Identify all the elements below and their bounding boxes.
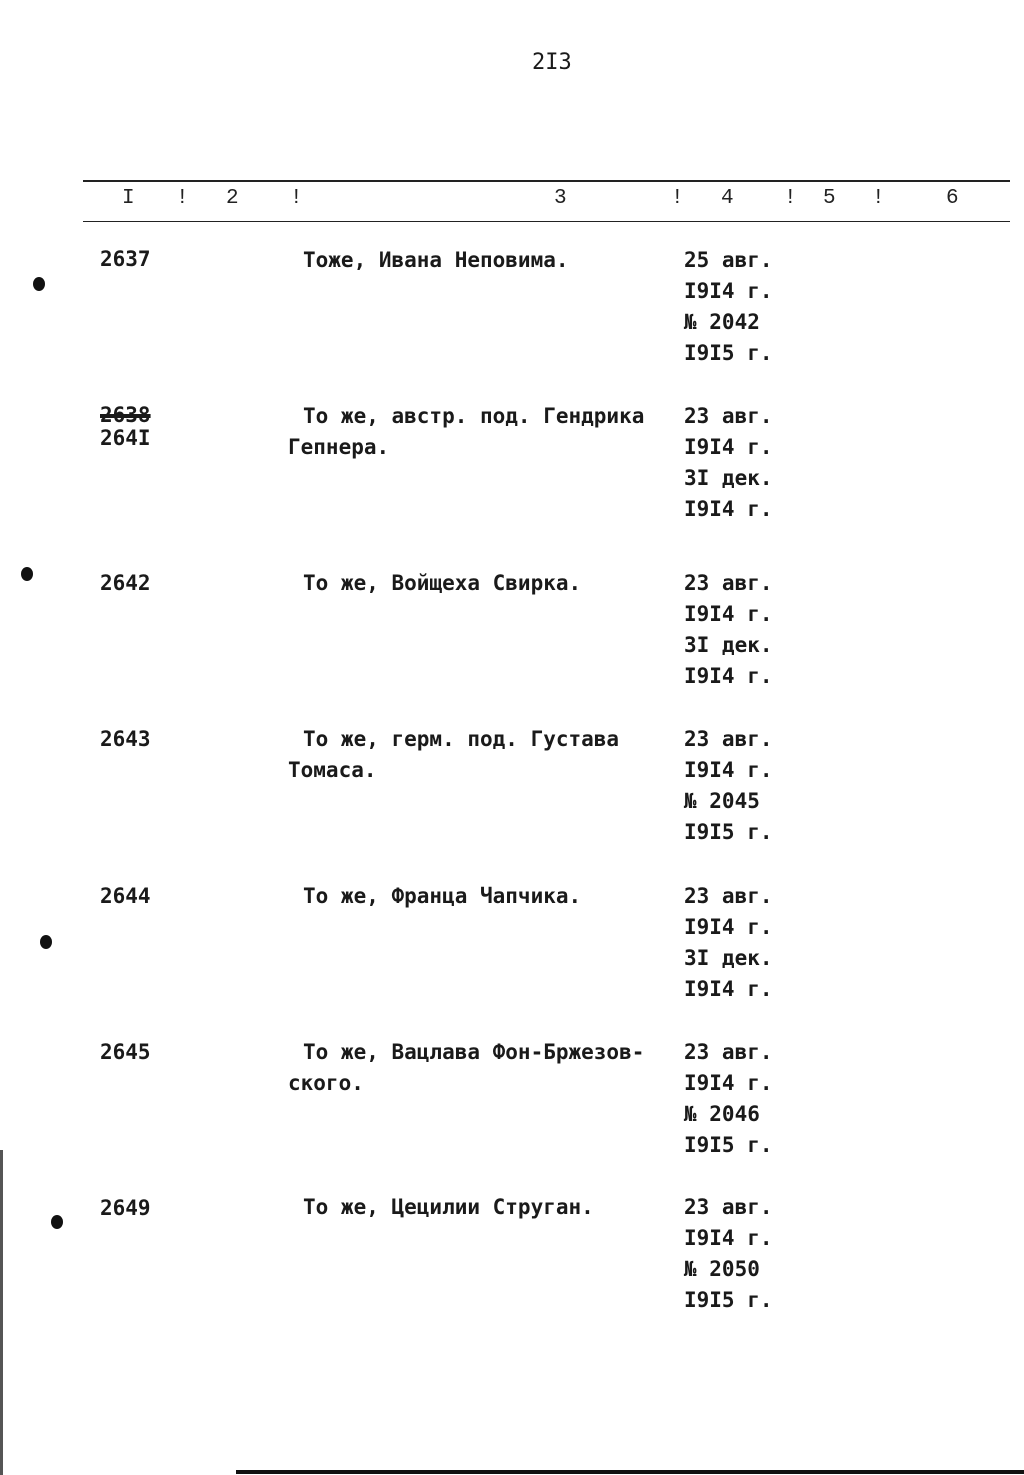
description-line: То же, Цецилии Струган.	[303, 1195, 594, 1219]
description-line: Томаса.	[288, 758, 377, 782]
entry-description	[288, 245, 660, 276]
page-edge	[236, 1470, 1024, 1474]
date-line: 23 авг.	[684, 1040, 773, 1064]
date-line: 23 авг.	[684, 571, 773, 595]
date-line: 3I дек.	[684, 633, 773, 657]
date-line: I9I5 г.	[684, 1288, 773, 1312]
entry-description	[288, 1192, 660, 1223]
punch-hole	[51, 1215, 63, 1229]
entry-dates	[684, 724, 773, 848]
date-line: I9I4 г.	[684, 497, 773, 521]
date-line: I9I4 г.	[684, 1226, 773, 1250]
entry-number-value: 2643	[100, 727, 151, 751]
description-line: То же, австр. под. Гендрика	[303, 404, 645, 428]
entry-number	[100, 1040, 151, 1064]
date-line: I9I4 г.	[684, 602, 773, 626]
date-line: 23 авг.	[684, 727, 773, 751]
description-line: Гепнера.	[288, 435, 390, 459]
date-line: 25 авг.	[684, 248, 773, 272]
entry-number-value: 2645	[100, 1040, 151, 1064]
entry-description	[288, 401, 660, 463]
column-header-5: 5	[823, 187, 836, 210]
entry-number-value: 2644	[100, 884, 151, 908]
date-line: № 2042	[684, 310, 760, 334]
date-line: 3I дек.	[684, 466, 773, 490]
entry-dates	[684, 1192, 773, 1316]
page-number: 2I3	[532, 50, 572, 75]
date-line: I9I4 г.	[684, 664, 773, 688]
column-separator: !	[872, 187, 885, 210]
description-line: ского.	[288, 1071, 364, 1095]
column-separator: !	[784, 187, 797, 210]
date-line: 3I дек.	[684, 946, 773, 970]
entry-number-value: 264I	[100, 426, 151, 450]
date-line: I9I5 г.	[684, 820, 773, 844]
entry-number-value: 2642	[100, 571, 151, 595]
entry-number	[100, 1196, 151, 1220]
date-line: I9I4 г.	[684, 915, 773, 939]
entry-description	[288, 1037, 660, 1099]
date-line: № 2050	[684, 1257, 760, 1281]
date-line: I9I4 г.	[684, 1071, 773, 1095]
date-line: № 2045	[684, 789, 760, 813]
date-line: I9I5 г.	[684, 1133, 773, 1157]
description-line: Тоже, Ивана Неповима.	[303, 248, 569, 272]
entry-number	[100, 404, 151, 450]
entry-number	[100, 727, 151, 751]
date-line: 23 авг.	[684, 1195, 773, 1219]
entry-number-value: 2637	[100, 247, 151, 271]
table-header-rule	[83, 221, 1010, 222]
description-line: То же, Войщеха Свирка.	[303, 571, 582, 595]
entry-description	[288, 724, 660, 786]
entry-number-value: 2649	[100, 1196, 151, 1220]
page-edge	[0, 1150, 3, 1475]
punch-hole	[21, 567, 33, 581]
entry-description	[288, 568, 660, 599]
column-header-1: I	[122, 187, 135, 210]
table-top-rule	[83, 180, 1010, 182]
column-separator: !	[290, 187, 303, 210]
punch-hole	[33, 277, 45, 291]
date-line: I9I5 г.	[684, 341, 773, 365]
entry-number	[100, 571, 151, 595]
date-line: 23 авг.	[684, 404, 773, 428]
description-line: То же, герм. под. Густава	[303, 727, 620, 751]
entry-dates	[684, 401, 773, 525]
entry-dates	[684, 881, 773, 1005]
struck-number: 2638	[100, 403, 151, 427]
column-header-3: 3	[554, 187, 567, 210]
entry-dates	[684, 1037, 773, 1161]
date-line: 23 авг.	[684, 884, 773, 908]
entry-description	[288, 881, 660, 912]
date-line: I9I4 г.	[684, 758, 773, 782]
entry-number	[100, 247, 151, 271]
column-header-6: 6	[946, 187, 959, 210]
entry-dates	[684, 568, 773, 692]
entry-dates	[684, 245, 773, 369]
date-line: I9I4 г.	[684, 279, 773, 303]
date-line: I9I4 г.	[684, 977, 773, 1001]
description-line: То же, Вацлава Фон-Бржезов-	[303, 1040, 645, 1064]
column-separator: !	[671, 187, 684, 210]
entry-number	[100, 884, 151, 908]
date-line: № 2046	[684, 1102, 760, 1126]
date-line: I9I4 г.	[684, 435, 773, 459]
punch-hole	[40, 935, 52, 949]
column-header-2: 2	[226, 187, 239, 210]
description-line: То же, Франца Чапчика.	[303, 884, 582, 908]
column-separator: !	[176, 187, 189, 210]
column-header-4: 4	[721, 187, 734, 210]
